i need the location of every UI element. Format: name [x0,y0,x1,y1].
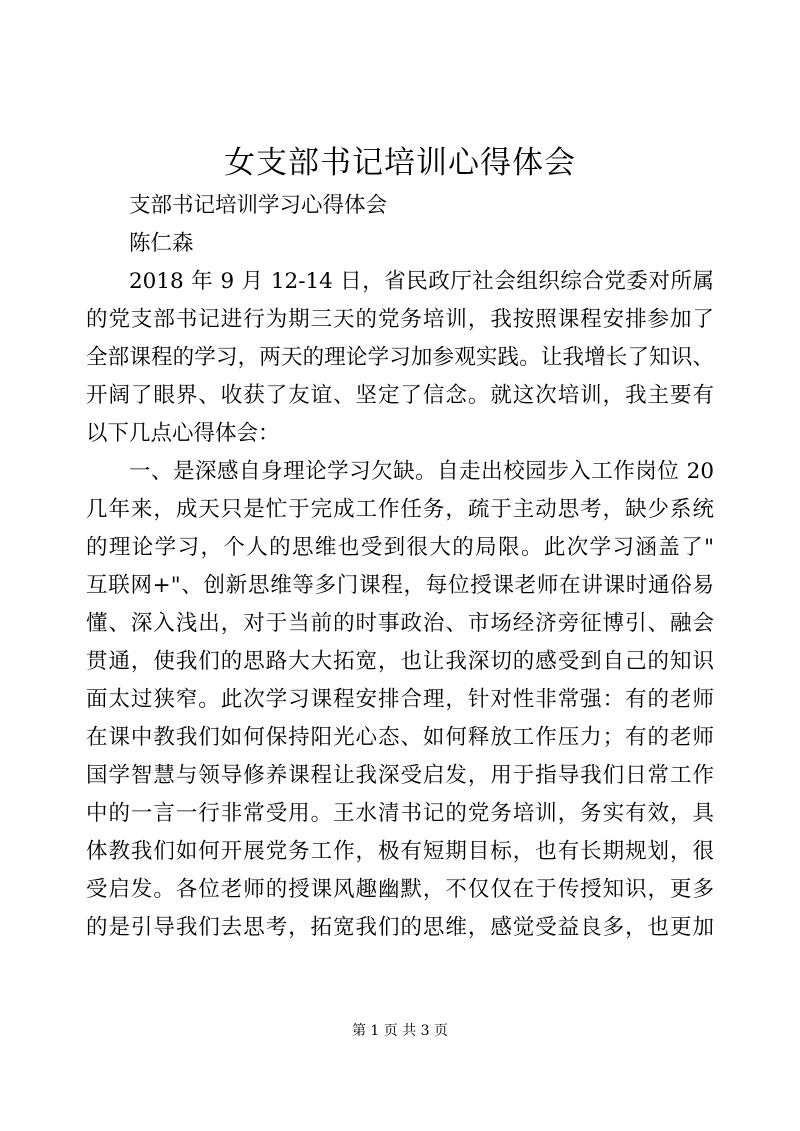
page-footer: 第 1 页 共 3 页 [351,1023,449,1039]
document-title: 女支部书记培训心得体会 [224,145,576,181]
text-line: 国学智慧与领导修养课程让我深受启发，用于指导我们日常工作 [86,763,714,788]
text-line: 全部课程的学习，两天的理论学习加参观实践。让我增长了知识、 [86,345,714,370]
text-line: 懂、深入浅出，对于当前的时事政治、市场经济旁征博引、融会 [86,611,714,636]
text-line: 体教我们如何开展党务工作，极有短期目标，也有长期规划，很 [86,839,714,864]
text-line: 面太过狭窄。此次学习课程安排合理，针对性非常强：有的老师 [86,687,714,712]
text-line: 的理论学习，个人的思维也受到很大的局限。此次学习涵盖了" [86,535,714,560]
text-line: 在课中教我们如何保持阳光心态、如何释放工作压力；有的老师 [86,725,714,750]
text-line: 一、是深感自身理论学习欠缺。自走出校园步入工作岗位 20 [129,459,714,484]
document-body [86,187,714,947]
text-line: 受启发。各位老师的授课风趣幽默，不仅仅在于传授知识，更多 [86,877,714,902]
text-line: 互联网+"、创新思维等多门课程，每位授课老师在讲课时通俗易 [86,573,714,598]
text-line: 中的一言一行非常受用。王水清书记的党务培训，务实有效，具 [86,801,714,826]
text-line: 支部书记培训学习心得体会 [129,193,388,218]
text-line: 以下几点心得体会： [86,421,280,446]
text-line: 陈仁森 [129,231,194,256]
text-line: 开阔了眼界、收获了友谊、坚定了信念。就这次培训，我主要有 [86,383,714,408]
text-line: 贯通，使我们的思路大大拓宽，也让我深切的感受到自己的知识 [86,649,714,674]
text-line: 2018 年 9 月 12-14 日，省民政厅社会组织综合党委对所属 [129,269,714,294]
text-line: 的党支部书记进行为期三天的党务培训，我按照课程安排参加了 [86,307,714,332]
text-line: 几年来，成天只是忙于完成工作任务，疏于主动思考，缺少系统 [86,497,714,522]
text-line: 的是引导我们去思考，拓宽我们的思维，感觉受益良多，也更加 [86,915,714,940]
